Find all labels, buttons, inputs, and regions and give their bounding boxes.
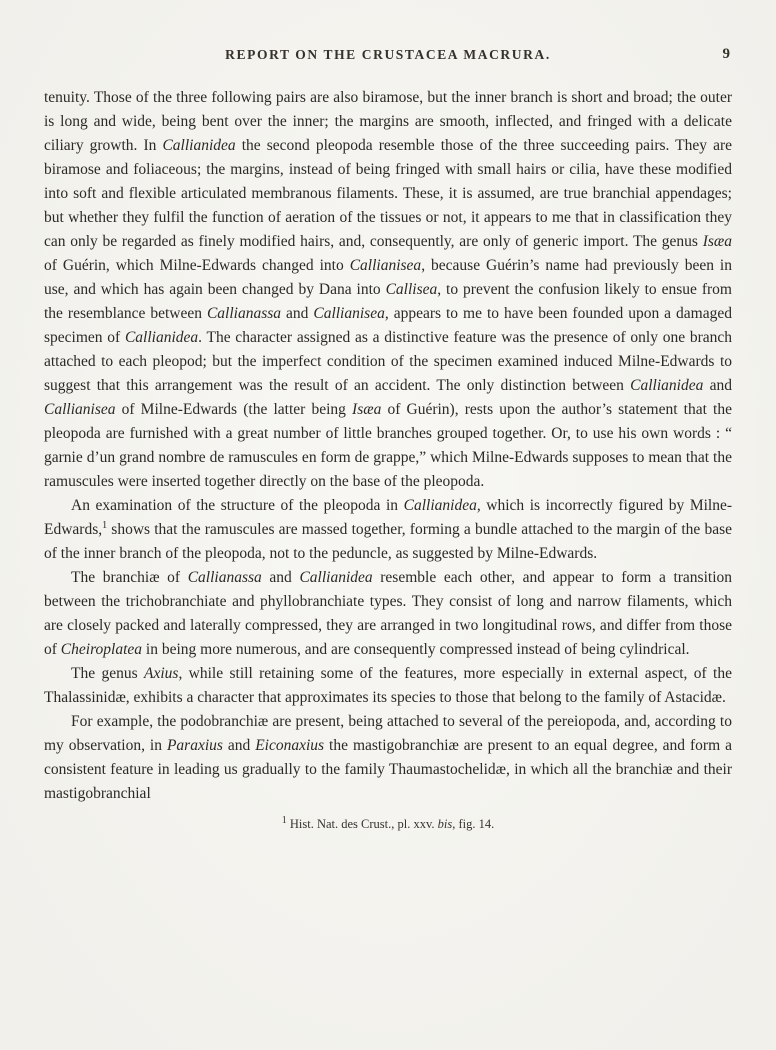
taxon-name: Paraxius <box>166 737 223 754</box>
text-run: The genus <box>71 665 144 682</box>
text-run: in being more numerous, and are consequently compressed instead of being cylindrical. <box>142 641 690 658</box>
taxon-name: Callianisea <box>44 401 116 418</box>
text-run: and <box>281 305 314 322</box>
text-run: and <box>222 737 256 754</box>
text-run: and <box>261 569 300 586</box>
text-run: , while still retaining some of the features, more especially in external aspect, of the Thalassinidæ, exhibits a character that approximates its species to those that belong to the family of Astacidæ. <box>44 665 732 706</box>
footnote-text <box>281 814 495 831</box>
footnote-marker: 1 <box>102 519 108 531</box>
taxon-name: Callianisea <box>349 257 422 274</box>
taxon-name: bis <box>437 817 453 831</box>
page-body <box>44 86 732 806</box>
paragraph <box>44 494 732 566</box>
text-run: shows that the ramuscules are massed together, forming a bundle attached to the margin of the base of the inner branch of the pleopoda, not to the peduncle, as suggested by Milne-Edwards. <box>44 521 732 562</box>
text-run: , which is incorrectly figured by Milne-Edwards, <box>44 497 733 538</box>
text-run: An examination of the structure of the pleopoda in <box>71 497 404 514</box>
footnote-marker: 1 <box>281 814 287 826</box>
paragraph <box>44 86 732 494</box>
paragraph <box>44 566 732 662</box>
page-number: 9 <box>722 46 730 62</box>
running-title: REPORT ON THE CRUSTACEA MACRURA. <box>225 47 551 62</box>
taxon-name: Callianidea <box>124 329 199 346</box>
taxon-name: Callisea <box>385 281 438 298</box>
taxon-name: Isæa <box>352 401 382 418</box>
taxon-name: Callianisea <box>313 305 385 322</box>
paragraph <box>44 662 732 710</box>
text-run: For example, the podobranchiæ are present, being attached to several of the pereiopoda, and, according to my observation, in <box>44 713 732 754</box>
taxon-name: Callianidea <box>630 377 704 394</box>
text-run: . The character assigned as a distinctive feature was the presence of only one branch attached to each pleopod; but the imperfect condition of the specimen examined induced Milne-Edwards to suggest that this arrangement was the result of an accident. The only distinction between <box>44 329 732 394</box>
text-run: , appears to me to have been founded upon a damaged specimen of <box>44 305 732 346</box>
taxon-name: Axius <box>144 665 179 682</box>
taxon-name: Callianassa <box>206 305 282 322</box>
taxon-name: Cheiroplatea <box>60 641 143 658</box>
text-run: of Milne-Edwards (the latter being <box>115 401 353 418</box>
footnote <box>44 816 732 832</box>
taxon-name: Eiconaxius <box>255 737 325 754</box>
text-run: of Guérin), rests upon the author’s statement that the pleopoda are furnished with a great number of little branches grouped together. Or, to use his own words : “ garnie d’un grand nombre de ramuscules en form de grappe,” which Milne-Edwards supposes to mean that the ramuscules were inserted together directly on the base of the pleopoda. <box>44 401 732 490</box>
paragraph <box>44 710 732 806</box>
text-run: of Guérin, which Milne-Edwards changed into <box>44 257 350 274</box>
text-run: , fig. 14. <box>452 817 495 831</box>
text-run: The branchiæ of <box>71 569 188 586</box>
taxon-name: Isæa <box>702 233 732 250</box>
text-run: , to prevent the confusion likely to ensue from the resemblance between <box>44 281 732 322</box>
text-run: , because Guérin’s name had previously been in use, and which has again been changed by Dana into <box>44 257 732 298</box>
taxon-name: Callianidea <box>299 569 373 586</box>
text-run: the second pleopoda resemble those of the three succeeding pairs. They are biramose and foliaceous; the margins, instead of being fringed with small hairs or cilia, have these modified into soft and flexible articulated membranous filaments. These, it is assumed, are true branchial appendages; but whether they fulfil the function of aeration of the tissues or not, it appears to me that in classification they can only be regarded as finely modified hairs, and, consequently, are only of generic import. The genus <box>44 137 732 250</box>
text-run: resemble each other, and appear to form a transition between the trichobranchiate and phyllobranchiate types. They consist of long and narrow filaments, which are closely packed and laterally compressed, they are arranged in two longitudinal rows, and differ from those of <box>44 569 733 658</box>
taxon-name: Callianidea <box>403 497 477 514</box>
taxon-name: Callianidea <box>162 137 236 154</box>
text-run: tenuity. Those of the three following pairs are also biramose, but the inner branch is short and broad; the outer is long and wide, being bent over the inner; the margins are smooth, inflected, and fringed with a delicate ciliary growth. In <box>44 89 732 154</box>
text-run: and <box>703 377 732 394</box>
text-run: the mastigobranchiæ are present to an equal degree, and form a consistent feature in leading us gradually to the family Thaumastochelidæ, in which all the branchiæ and their mastigobranchial <box>44 737 732 802</box>
taxon-name: Callianassa <box>187 569 262 586</box>
page-header <box>44 46 732 66</box>
text-run: Hist. Nat. des Crust., pl. xxv. <box>286 817 438 831</box>
